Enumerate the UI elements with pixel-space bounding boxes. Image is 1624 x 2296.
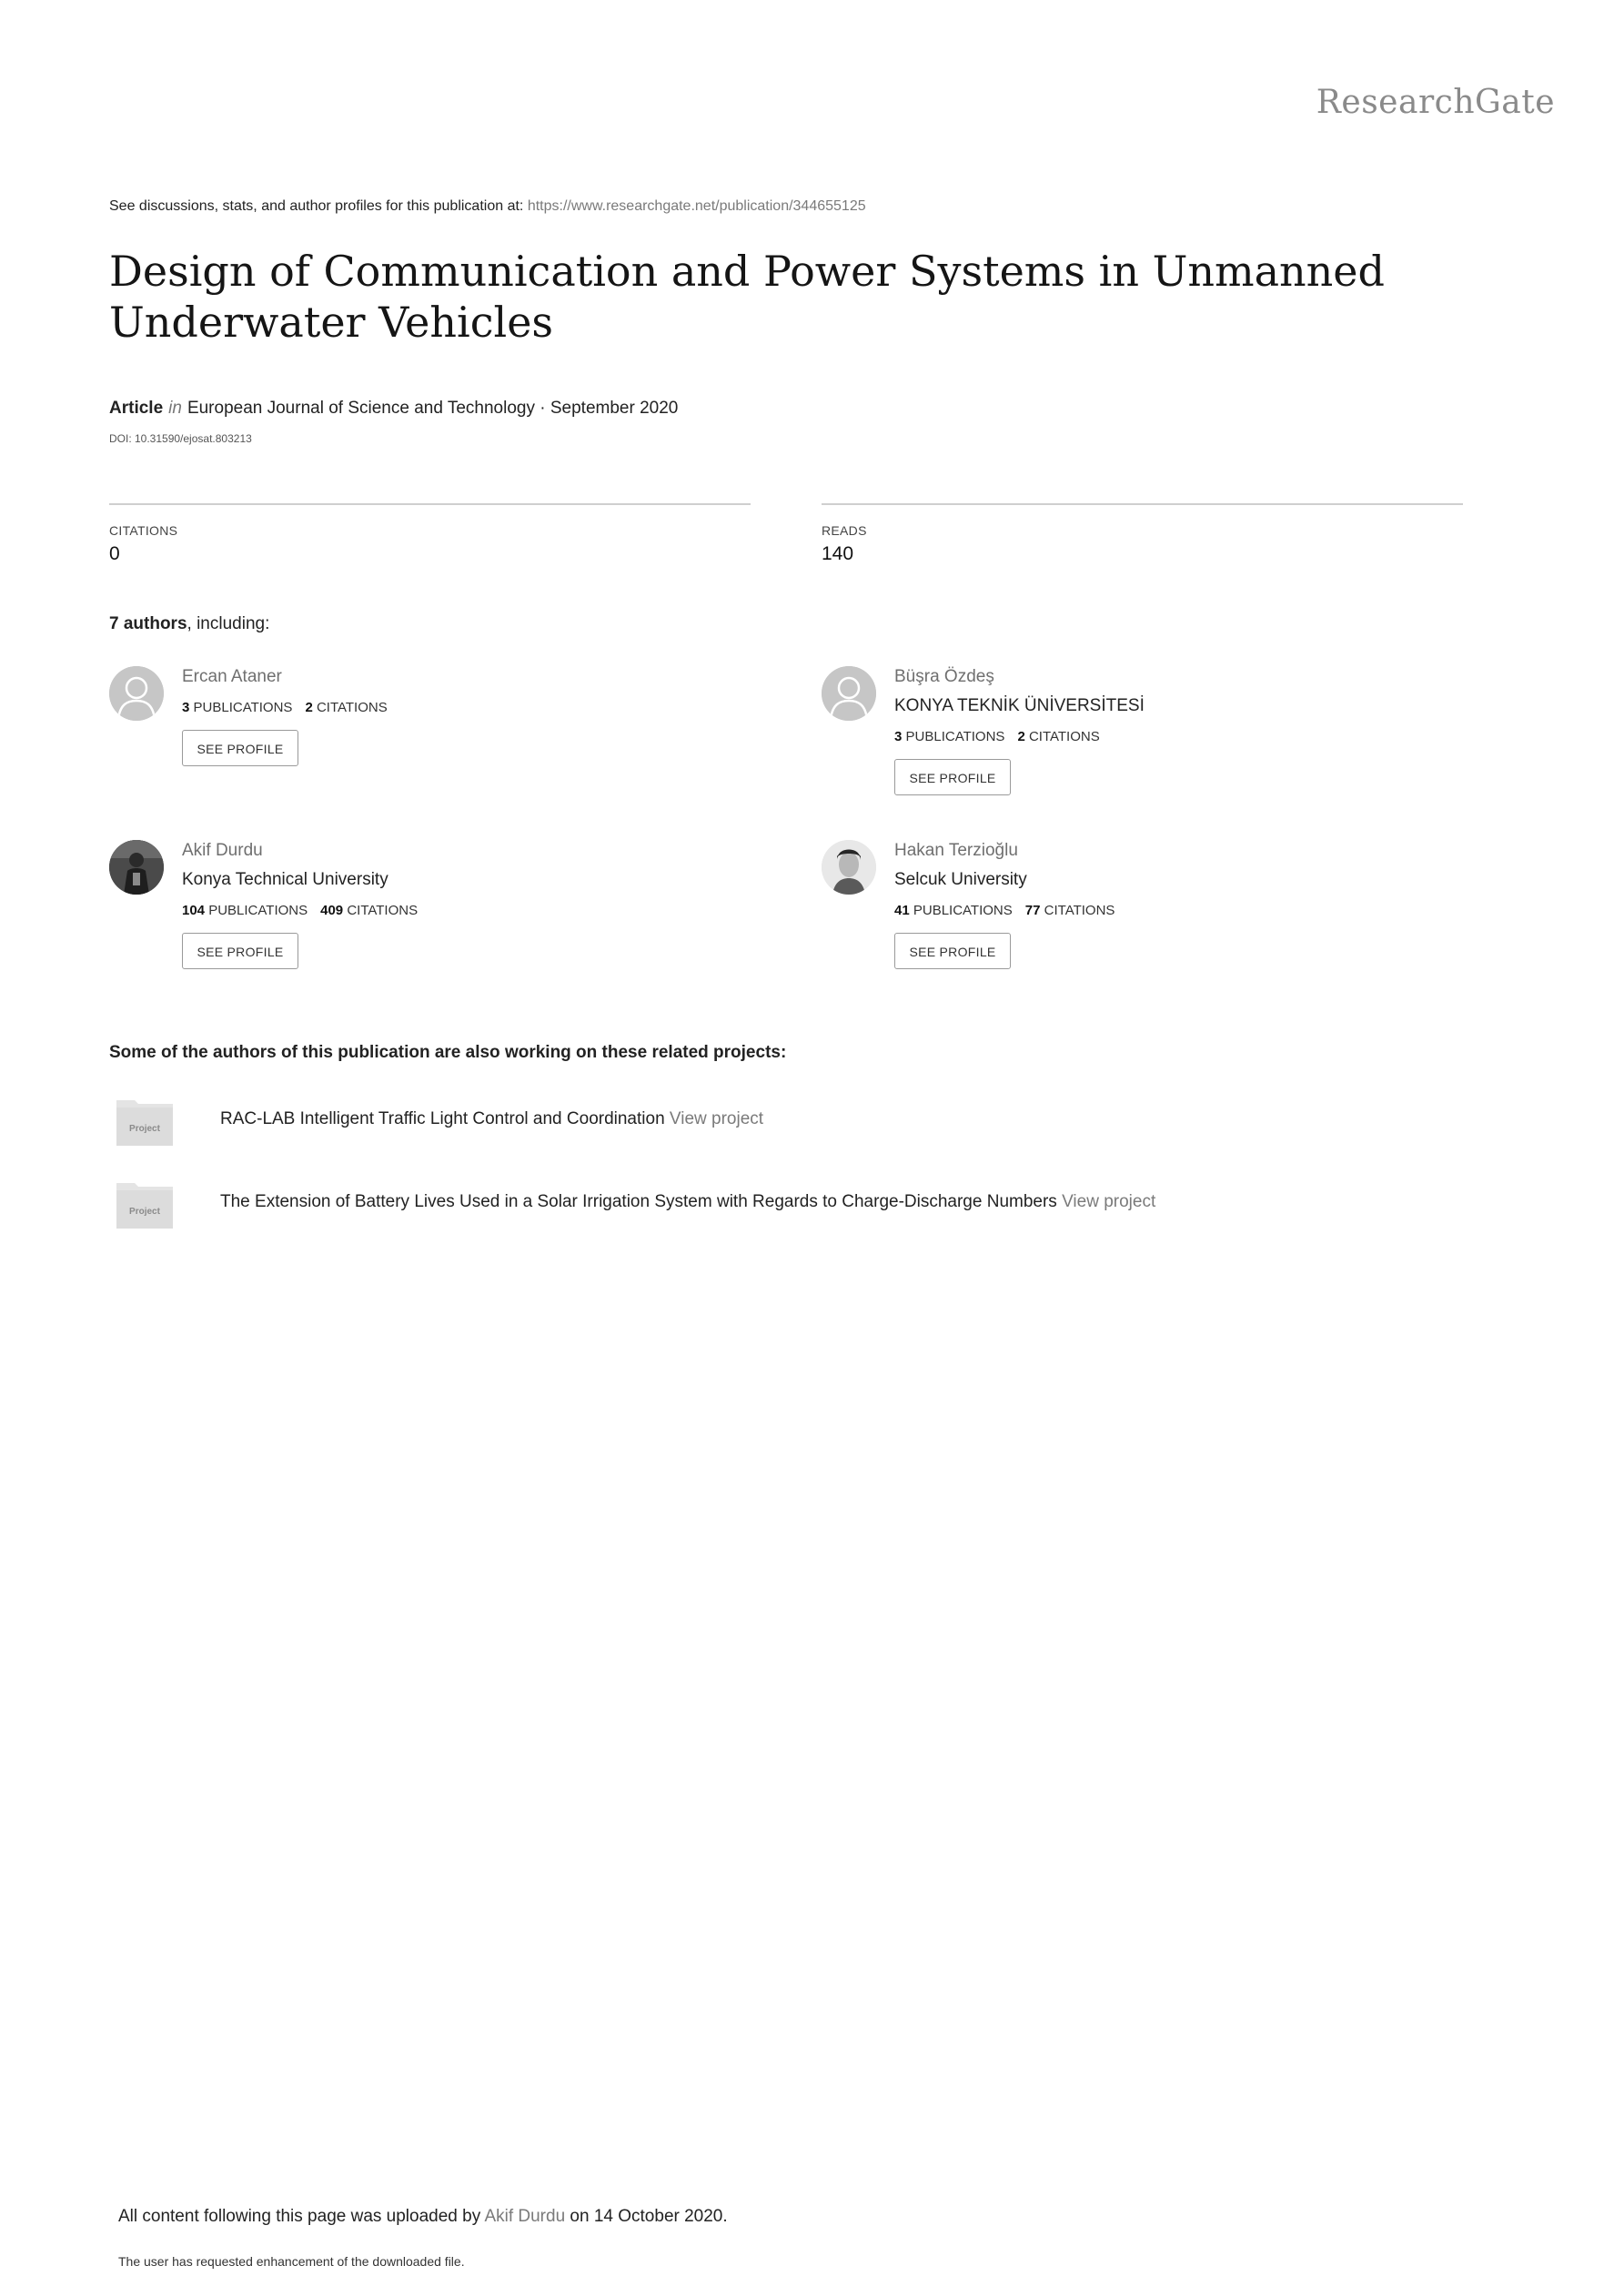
see-profile-button[interactable]: SEE PROFILE — [182, 933, 298, 969]
researchgate-logo[interactable]: ResearchGate — [1316, 84, 1555, 121]
citations-count: 2 — [305, 700, 313, 715]
journal-date: European Journal of Science and Technology · September 2020 — [187, 399, 679, 418]
project-title-link[interactable]: RAC-LAB Intelligent Traffic Light Control and Coordination — [220, 1109, 665, 1128]
in-word: in — [168, 399, 182, 418]
reads-label: READS — [822, 523, 867, 538]
see-profile-button[interactable]: SEE PROFILE — [182, 730, 298, 766]
avatar[interactable] — [822, 840, 876, 895]
publications-count: 104 — [182, 903, 206, 918]
citations-divider — [109, 503, 751, 505]
upload-prefix: All content following this page was uploaded by — [118, 2207, 481, 2226]
authors-summary — [109, 614, 269, 634]
citations-value: 0 — [109, 543, 120, 564]
project-item — [115, 1097, 1479, 1151]
citations-count: 409 — [320, 903, 344, 918]
page-title: Design of Communication and Power Systems in Unmanned Underwater Vehicles — [109, 247, 1385, 347]
project-icon-label: Project — [129, 1207, 160, 1217]
citations-label: CITATIONS — [347, 903, 419, 918]
publication-type: Article — [109, 399, 164, 418]
reads-stat — [822, 523, 867, 565]
authors-count: 7 authors — [109, 614, 187, 633]
publication-url-link[interactable]: https://www.researchgate.net/publication/344655125 — [527, 198, 866, 214]
view-project-link[interactable]: View project — [1062, 1192, 1156, 1211]
upload-suffix: on 14 October 2020. — [570, 2207, 728, 2226]
see-profile-button[interactable]: SEE PROFILE — [894, 759, 1011, 795]
author-name[interactable]: Akif Durdu — [182, 841, 263, 860]
citations-label: CITATIONS — [316, 700, 388, 715]
publication-meta — [109, 399, 678, 419]
discussion-line — [109, 198, 866, 215]
author-institution[interactable]: Selcuk University — [894, 870, 1027, 889]
publications-label: PUBLICATIONS — [913, 903, 1013, 918]
avatar[interactable] — [109, 666, 164, 721]
author-name[interactable]: Ercan Ataner — [182, 667, 282, 686]
author-card — [822, 840, 1458, 1013]
author-stats — [182, 699, 746, 717]
avatar[interactable] — [109, 840, 164, 895]
upload-notice — [118, 2207, 728, 2227]
project-title-link[interactable]: The Extension of Battery Lives Used in a Solar Irrigation System with Regards to Charge-Discharge Numbers — [220, 1192, 1057, 1211]
doi-text: DOI: 10.31590/ejosat.803213 — [109, 432, 252, 445]
user-placeholder-icon — [822, 666, 876, 721]
user-placeholder-icon — [109, 666, 164, 721]
publications-label: PUBLICATIONS — [905, 729, 1005, 744]
avatar[interactable] — [822, 666, 876, 721]
author-institution[interactable]: Konya Technical University — [182, 870, 388, 889]
reads-divider — [822, 503, 1463, 505]
citations-label: CITATIONS — [1044, 903, 1115, 918]
enhancement-note: The user has requested enhancement of the downloaded file. — [118, 2254, 465, 2269]
project-item — [115, 1179, 1479, 1234]
author-photo-icon — [109, 840, 164, 895]
author-name[interactable]: Büşra Özdeş — [894, 667, 994, 686]
citations-label: CITATIONS — [109, 523, 178, 538]
project-folder-icon — [115, 1097, 175, 1148]
authors-suffix: , including: — [187, 614, 270, 633]
author-card — [822, 666, 1458, 839]
project-folder-icon — [115, 1179, 175, 1230]
citations-label: CITATIONS — [1028, 729, 1100, 744]
author-stats — [894, 728, 1458, 746]
citations-count: 2 — [1017, 729, 1025, 744]
publications-label: PUBLICATIONS — [208, 903, 308, 918]
citations-count: 77 — [1024, 903, 1041, 918]
discussion-prefix: See discussions, stats, and author profiles for this publication at: — [109, 198, 524, 214]
view-project-link[interactable]: View project — [669, 1109, 764, 1128]
citations-stat — [109, 523, 177, 565]
author-stats — [894, 902, 1458, 920]
author-name[interactable]: Hakan Terzioğlu — [894, 841, 1018, 860]
projects-heading: Some of the authors of this publication are also working on these related projects: — [109, 1043, 787, 1062]
publications-label: PUBLICATIONS — [193, 700, 293, 715]
author-card — [109, 666, 746, 839]
author-card — [109, 840, 746, 1013]
author-institution[interactable]: KONYA TEKNİK ÜNİVERSİTESİ — [894, 696, 1145, 715]
see-profile-button[interactable]: SEE PROFILE — [894, 933, 1011, 969]
uploader-link[interactable]: Akif Durdu — [484, 2207, 566, 2226]
author-stats — [182, 902, 746, 920]
project-icon-label: Project — [129, 1124, 160, 1134]
publications-count: 41 — [894, 903, 910, 918]
publications-count: 3 — [894, 729, 903, 744]
reads-value: 140 — [822, 543, 854, 564]
author-photo-icon — [822, 840, 876, 895]
publications-count: 3 — [182, 700, 190, 715]
